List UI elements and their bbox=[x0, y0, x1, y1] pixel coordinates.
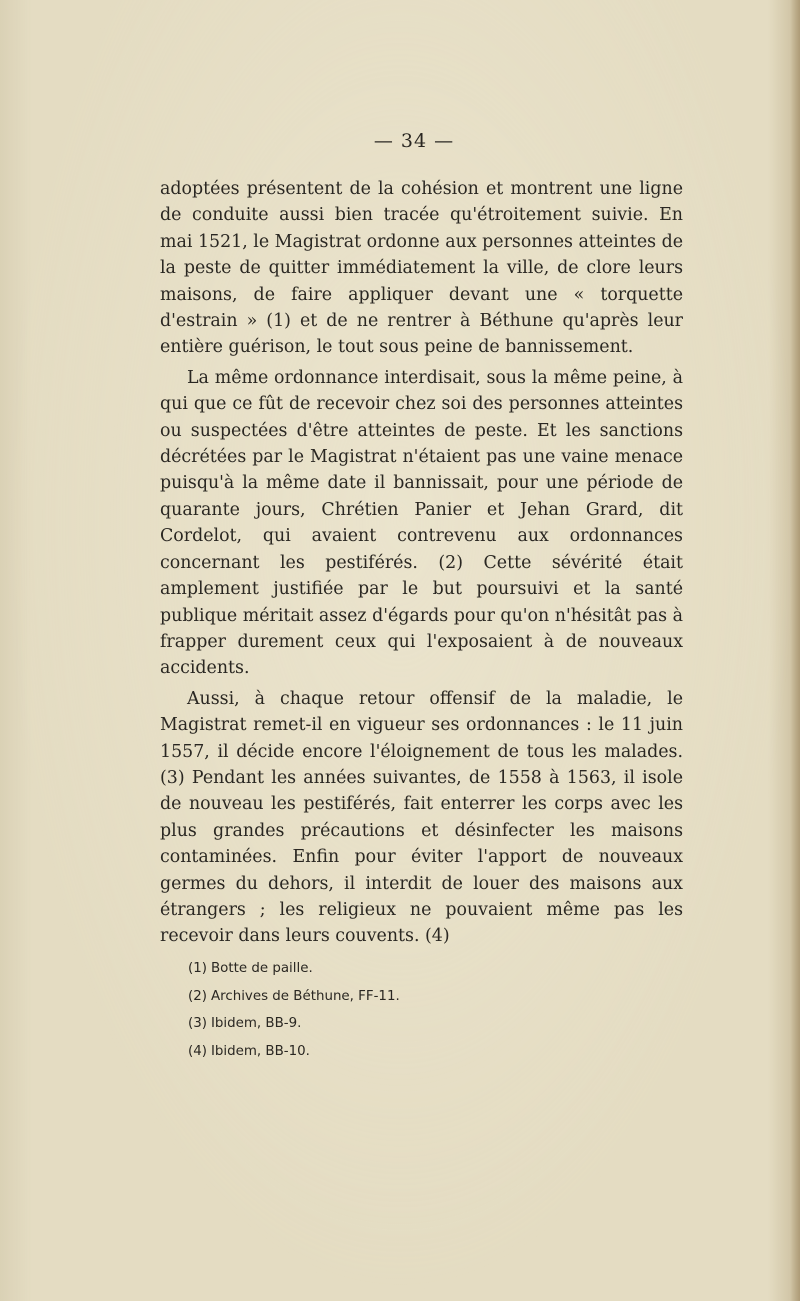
paragraph: La même ordonnance interdisait, sous la même peine, à qui que ce fût de recevoir chez soi des personnes atteintes ou suspectées d'être atteintes de peste. Et les sanctions décrétées par le Magistrat n'étaient pas une vaine menace puisqu'à la même date il bannissait, pour une période de quarante jours, Chrétien Panier et Jehan Grard, dit Cordelot, qui avaient contrevenu aux ordonnances concernant les pestiférés. (2) Cette sévérité était amplement justifiée par le but poursuivi et la santé publique méritait assez d'égards pour qu'on n'hésitât pas à frapper durement ceux qui l'exposaient à de nouveaux accidents. bbox=[160, 367, 683, 679]
footnote bbox=[188, 1038, 588, 1066]
footnote-text: Ibidem, BB-9. bbox=[210, 1016, 302, 1031]
footnote-text: Botte de paille. bbox=[210, 961, 313, 976]
footnote-marker: (4) bbox=[188, 1043, 207, 1059]
footnote bbox=[188, 955, 588, 983]
paragraph: Aussi, à chaque retour offensif de la maladie, le Magistrat remet-il en vigueur ses ordonnances : le 11 juin 1557, il décide encore l'éloignement de tous les malades. (3) Pendant les années suivantes, de 1558 à 1563, il isole de nouveau les pestiférés, fait enterrer les corps avec les plus grandes précautions et désinfecter les maisons contaminées. Enfin pour éviter l'apport de nouveaux germes du dehors, il interdit de louer des maisons aux étrangers ; les religieux ne pouvaient même pas les recevoir dans leurs couvents. (4) bbox=[160, 688, 683, 947]
body-text bbox=[160, 176, 683, 950]
page-number: — 34 — bbox=[373, 130, 455, 152]
footnote-marker: (2) bbox=[188, 988, 207, 1004]
footnote-marker: (1) bbox=[188, 961, 207, 976]
footnote bbox=[188, 983, 588, 1011]
page-edge-shadow bbox=[790, 0, 800, 1301]
footnotes bbox=[188, 955, 588, 1065]
paragraph-continued: adoptées présentent de la cohésion et montrent une ligne de conduite aussi bien tracée qu'étroitement suivie. En mai 1521, le Magistrat ordonne aux personnes atteintes de la peste de quitter immédiatement la ville, de clore leurs maisons, de faire appliquer devant une « torquette d'estrain » (1) et de ne rentrer à Béthune qu'après leur entière guérison, le tout sous peine de bannissement. bbox=[160, 179, 683, 358]
footnote-marker: (3) bbox=[188, 1016, 207, 1031]
footnote-text: Ibidem, BB-10. bbox=[210, 1043, 310, 1059]
footnote bbox=[188, 1010, 588, 1038]
footnote-text: Archives de Béthune, FF-11. bbox=[210, 988, 400, 1004]
